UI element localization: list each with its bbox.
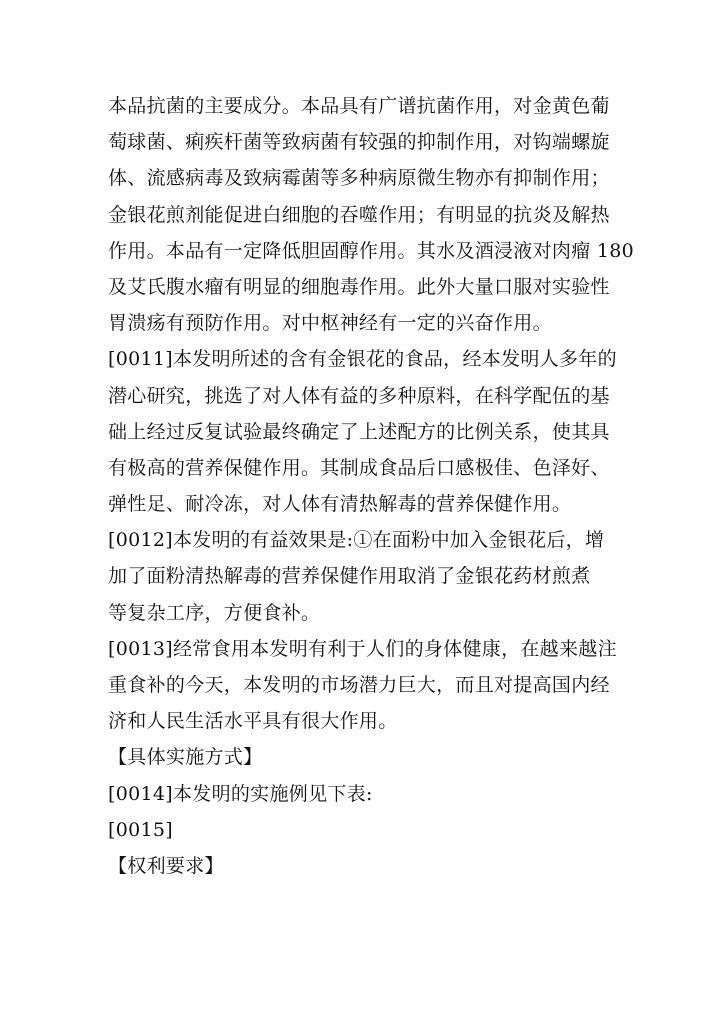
text-line: 体、流感病毒及致病霉菌等多种病原微生物亦有抑制作用； — [108, 167, 610, 190]
paragraph-0013-line: [0013]经常食用本发明有利于人们的身体健康，在越来越注 — [108, 637, 617, 660]
text-line: 本品抗菌的主要成分。本品具有广谱抗菌作用，对金黄色葡 — [108, 95, 610, 117]
section-heading-claims: 【权利要求】 — [108, 854, 224, 877]
text-line: 济和人民生活水平具有很大作用。 — [108, 710, 398, 733]
text-line: 萄球菌、痢疾杆菌等致病菌有较强的抑制作用，对钩端螺旋 — [108, 131, 610, 154]
section-heading-embodiment: 【具体实施方式】 — [108, 746, 263, 769]
text-line: 胃溃疡有预防作用。对中枢神经有一定的兴奋作用。 — [108, 312, 552, 335]
text-line: 重食补的今天，本发明的市场潜力巨大，而且对提高国内经 — [108, 674, 610, 696]
paragraph-0011-line: [0011]本发明所述的含有金银花的食品，经本发明人多年的 — [108, 348, 617, 371]
text-line: 弹性足、耐冷冻，对人体有清热解毒的营养保健作用。 — [108, 493, 572, 516]
paragraph-0012-line: [0012]本发明的有益效果是:①在面粉中加入金银花后，增 — [108, 529, 605, 552]
text-line: 加了面粉清热解毒的营养保健作用取消了金银花药材煎煮 — [108, 565, 591, 588]
text-line: 等复杂工序，方便食补。 — [108, 601, 321, 624]
paragraph-0015-line: [0015] — [108, 818, 173, 841]
text-line: 金银花煎剂能促进白细胞的吞噬作用；有明显的抗炎及解热 — [108, 203, 610, 226]
text-line: 作用。本品有一定降低胆固醇作用。其水及酒浸液对肉瘤 180 — [108, 239, 635, 262]
text-line: 础上经过反复试验最终确定了上述配方的比例关系，使其具 — [108, 420, 610, 443]
text-line: 潜心研究，挑选了对人体有益的多种原料，在科学配伍的基 — [108, 384, 610, 407]
paragraph-0014-line: [0014]本发明的实施例见下表: — [108, 782, 373, 805]
text-line: 及艾氏腹水瘤有明显的细胞毒作用。此外大量口服对实验性 — [108, 275, 610, 298]
text-line: 有极高的营养保健作用。其制成食品后口感极佳、色泽好、 — [108, 456, 610, 479]
